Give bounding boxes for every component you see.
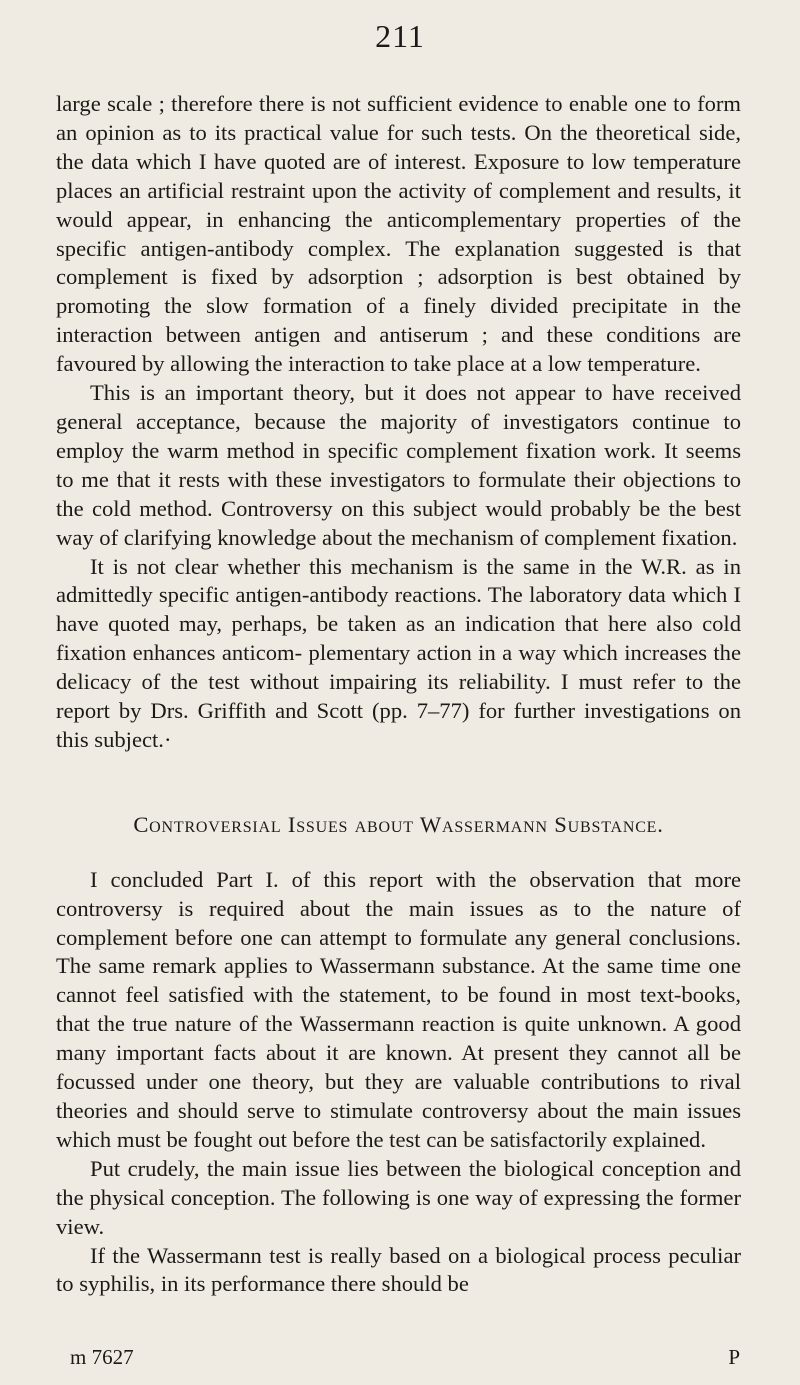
page-number: 211 bbox=[375, 18, 425, 54]
paragraph-6: If the Wassermann test is really based on a biological process peculiar to syphilis, in its performance there should be bbox=[56, 1242, 741, 1297]
paragraph-1: large scale ; therefore there is not sufficient evidence to enable one to form an opinion as to its practical value for such tests. On the theoretical side, the data which I have quoted are of interest. Exposure to low temperature places an artificial restraint upon the activity of complement and results, it would appear, in enhancing the anticomplementary properties of the specific antigen-antibody complex. The explanation suggested is that complement is fixed by adsorption ; adsorption is best obtained by promoting the slow formation of a finely divided precipitate in the interaction between antigen and antiserum ; and these conditions are favoured by allowing the interaction to take place at a low temperature. bbox=[56, 91, 741, 377]
page-footer bbox=[70, 1345, 740, 1370]
paragraph-4: I concluded Part I. of this report with the observation that more controversy is required about the main issues as to the nature of complement before one can attempt to formulate any general conclusions. The same remark applies to Wassermann substance. At the same time one cannot feel satisfied with the statement, to be found in most text-books, that the true nature of the Wassermann reaction is quite unknown. A good many important facts about it are known. At present they cannot all be focussed under one theory, but they are valuable contributions to rival theories and should serve to stimulate controversy about the main issues which must be fought out before the test can be satisfactorily explained. bbox=[56, 866, 741, 1152]
paragraph-2: This is an important theory, but it does not appear to have received general acceptance, because the majority of investigators continue to employ the warm method in specific complement fixation work. It seems to me that it rests with these investigators to formulate their objections to the cold method. Controversy on this subject would probably be the best way of clarifying knowledge about the mechanism of complement fixation. bbox=[56, 380, 741, 550]
signature-mark: P bbox=[728, 1345, 740, 1369]
printer-signature: m 7627 bbox=[70, 1345, 134, 1369]
section-heading: Controversial Issues about Wassermann Substance. bbox=[133, 811, 664, 837]
paragraph-3: It is not clear whether this mechanism is the same in the W.R. as in admittedly specific antigen-antibody reactions. The laboratory data which I have quoted may, perhaps, be taken as an indication that here also cold fixation enhances anticom- plementary action in a way which increases the delicacy of the test without impairing its reliability. I must refer to the report by Drs. Griffith and Scott (pp. 7–77) for further investigations on this subject.· bbox=[56, 553, 741, 752]
body-text bbox=[56, 90, 741, 1299]
paragraph-5: Put crudely, the main issue lies between the biological conception and the physical conception. The following is one way of expressing the former view. bbox=[56, 1155, 741, 1239]
